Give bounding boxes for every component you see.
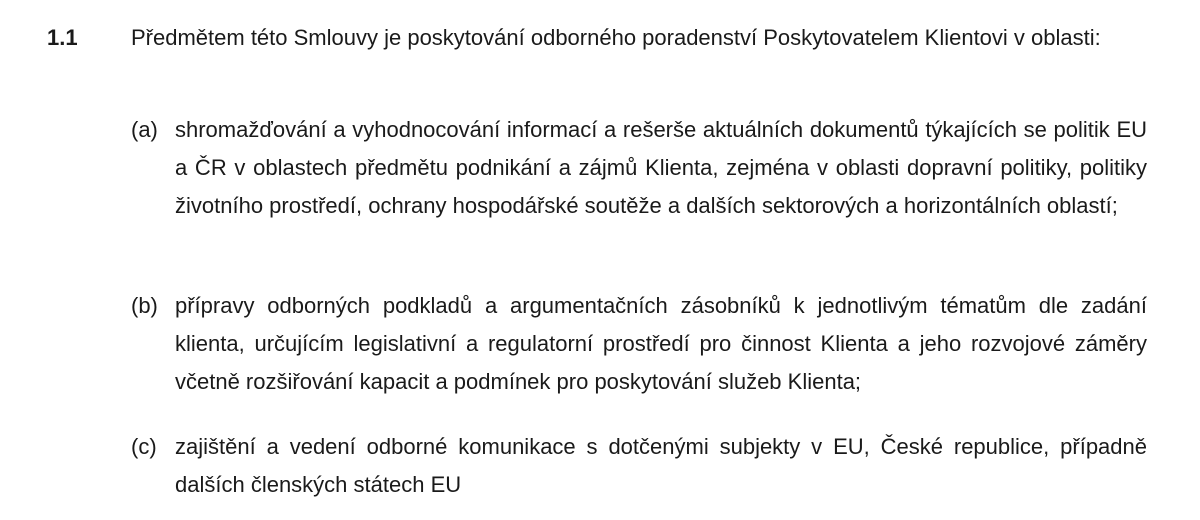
item-text: zajištění a vedení odborné komunikace s dotčenými subjekty v EU, České republice, případně dalších členských státech EU [175, 434, 1147, 497]
item-label: (b) [131, 293, 158, 318]
clause-intro: Předmětem této Smlouvy je poskytování odborného poradenství Poskytovatelem Klientovi v oblasti: [131, 25, 1101, 50]
item-label: (a) [131, 117, 158, 142]
clause-number: 1.1 [47, 25, 78, 50]
item-text: shromažďování a vyhodnocování informací a rešerše aktuálních dokumentů týkajících se politik EU a ČR v oblastech předmětu podnikání a zájmů Klienta, zejména v oblasti dopravní politiky, politiky životního prostředí, ochrany hospodářské soutěže a dalších sektorových a horizontálních oblastí; [175, 117, 1147, 218]
item-text: přípravy odborných podkladů a argumentačních zásobníků k jednotlivým tématům dle zadání klienta, určujícím legislativní a regulatorní prostředí pro činnost Klienta a jeho rozvojové záměry včetně rozšiřování kapacit a podmínek pro poskytování služeb Klienta; [175, 293, 1147, 394]
item-label: (c) [131, 434, 157, 459]
